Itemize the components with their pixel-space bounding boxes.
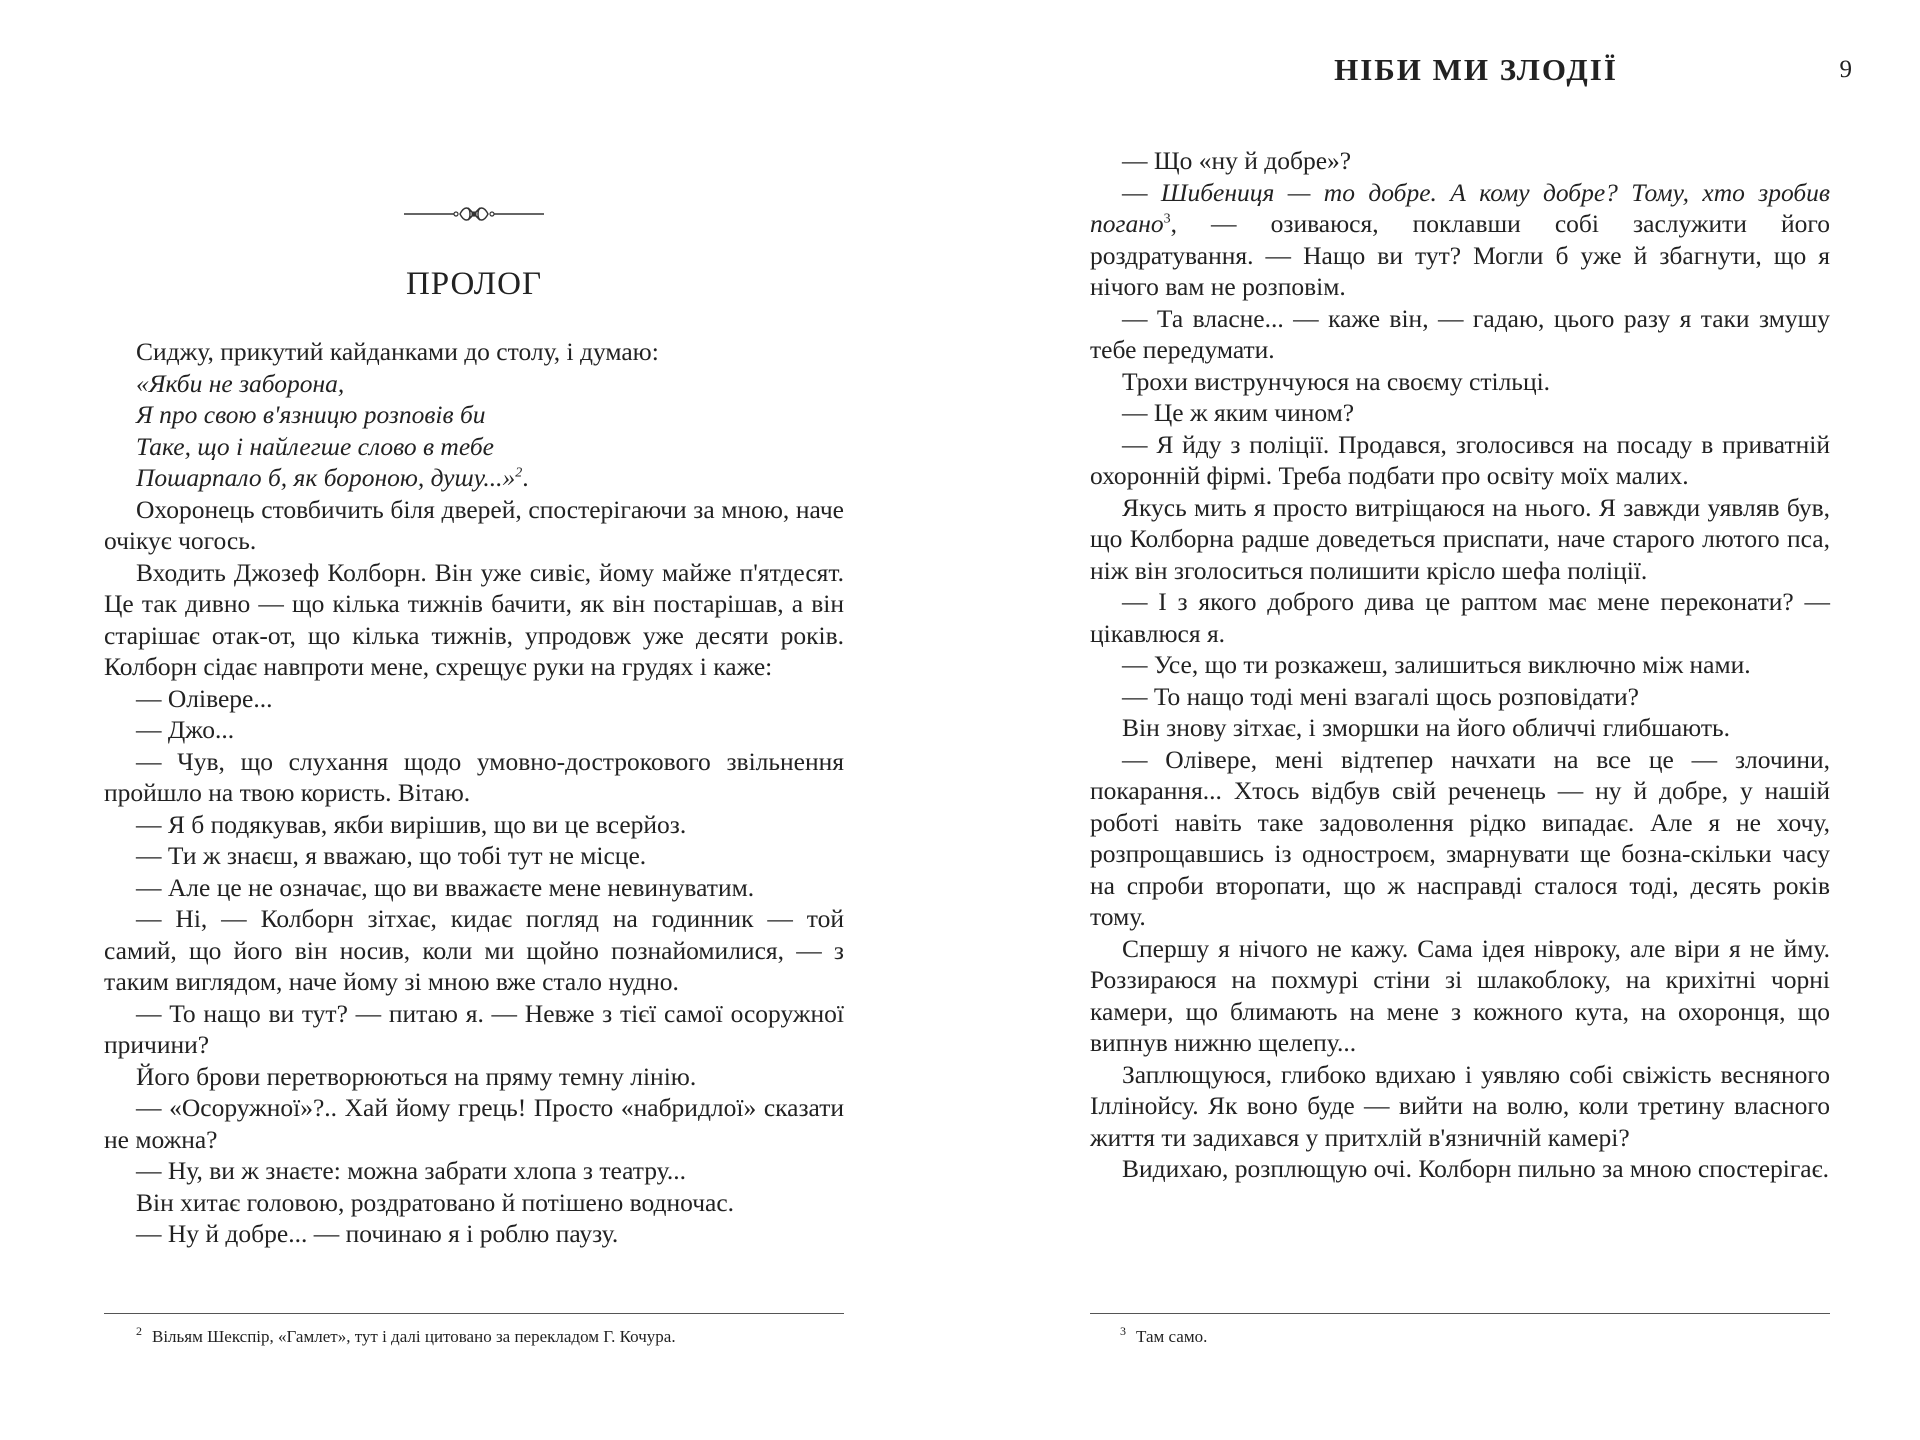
paragraph: Входить Джозеф Колборн. Він уже сивіє, йому майже п'ятдесят. Це так дивно — що кілька тижнів бачити, як він постарішав, а він старішає отак-от, що кілька тижнів, упродовж уже десяти років. Колборн сідає навпроти мене, схрещує руки на грудях і каже: <box>104 557 844 681</box>
left-body-text <box>104 336 844 1250</box>
verse-line-text: Пошарпало б, як бороною, душу...» <box>136 463 516 492</box>
running-head-title: НІБИ МИ ЗЛОДІЇ <box>1334 52 1618 87</box>
right-body-text <box>1090 145 1830 1185</box>
paragraph: — Ні, — Колборн зітхає, кидає погляд на годинник — той самий, що його він носив, коли ми щойно познайомилися, — з таким виглядом, наче йому зі мною вже стало нудно. <box>104 904 844 996</box>
paragraph: — І з якого доброго дива це раптом має мене переконати? — цікавлюся я. <box>1090 587 1830 648</box>
paragraph: — Ти ж знаєш, я вважаю, що тобі тут не місце. <box>136 841 647 870</box>
paragraph: Він знову зітхає, і зморшки на його обличчі глибшають. <box>1122 713 1731 742</box>
right-page <box>960 0 1920 1440</box>
paragraph: — Джо... <box>136 715 235 744</box>
footnote-divider <box>104 1313 844 1314</box>
paragraph: — Олівере... <box>136 683 273 713</box>
footnote-mark: 2 <box>136 1324 142 1339</box>
paragraph: — Що «ну й добре»? <box>1122 146 1352 175</box>
verse-line: Я про свою в'язницю розповів би <box>136 400 486 429</box>
paragraph: — Чув, що слухання щодо умовно-дострокового звільнення пройшло на твою користь. Вітаю. <box>104 746 844 807</box>
dialogue-dash: — <box>1122 177 1161 207</box>
paragraph: — Усе, що ти розкажеш, залишиться виключно між нами. <box>1122 650 1751 679</box>
footnote-reference: 3 <box>1163 211 1171 227</box>
paragraph: — Ну й добре... — починаю я і роблю паузу. <box>136 1219 619 1248</box>
paragraph: — Ну, ви ж знаєте: можна забрати хлопа з театру... <box>136 1156 686 1185</box>
paragraph: Видихаю, розплющую очі. Колборн пильно за мною спостерігає. <box>1122 1154 1829 1183</box>
verse-line: Таке, що і найлегше слово в тебе <box>136 431 494 461</box>
paragraph: — Я б подякував, якби вирішив, що ви це всерйоз. <box>136 809 687 839</box>
footnote <box>136 1322 676 1352</box>
footnote-text: Вільям Шекспір, «Гамлет», тут і далі цитовано за перекладом Г. Кочура. <box>152 1327 676 1346</box>
verse-line <box>104 462 844 494</box>
verse-line: «Якби не заборона, <box>136 368 345 398</box>
paragraph <box>1090 177 1830 303</box>
paragraph-continuation: , — озиваюся, поклавши собі заслужити його роздратування. — Нащо ви тут? Могли б уже й збагнути, що я нічого вам не розповім. <box>1090 209 1830 301</box>
footnote-text: Там само. <box>1136 1327 1208 1346</box>
footnote-mark: 3 <box>1120 1324 1126 1339</box>
page-number: 9 <box>1839 56 1852 83</box>
verse-end-punctuation: . <box>522 463 529 492</box>
quoted-italic-text: Шибениця — то добре. А кому добре? Тому, хто зробив погано <box>1090 177 1830 238</box>
paragraph: — Олівере, мені відтепер начхати на все це — злочини, покарання... Хтось відбув свій реченець — ну й добре, у нашій роботі навіть таке задоволення рідко випадає. Але я не хочу, розпрощавшись із одностроєм, змарнувати ще бозна-скільки часу на спроби второпати, що ж насправді сталося тоді, десять років тому. <box>1090 744 1830 931</box>
paragraph: — То нащо тоді мені взагалі щось розповідати? <box>1122 681 1639 711</box>
paragraph: Якусь мить я просто витріщаюся на нього. Я завжди уявляв був, що Колборна радше доведеться приспати, наче старого лютого пса, ніж він зголоситься полишити крісло шефа поліції. <box>1090 492 1830 585</box>
running-head <box>960 48 1920 92</box>
paragraph: — Та власне... — каже він, — гадаю, цього разу я таки змушу тебе передумати. <box>1090 303 1830 364</box>
paragraph: Сиджу, прикутий кайданками до столу, і думаю: <box>136 337 659 366</box>
paragraph: — «Осоружної»?.. Хай йому грець! Просто «набридлої» сказати не можна? <box>104 1093 844 1154</box>
paragraph: — То нащо ви тут? — питаю я. — Невже з тієї самої осоружної причини? <box>104 998 844 1059</box>
paragraph: Він хитає головою, роздратовано й потішено водночас. <box>136 1187 735 1217</box>
paragraph: Спершу я нічого не кажу. Сама ідея нівроку, але віри я не йму. Роззираюся на похмурі стіни зі шлакоблоку, на крихітні чорні камери, що блимають на мене з кожного кута, на охоронця, що випнув нижню щелепу... <box>1090 933 1830 1057</box>
chapter-title: ПРОЛОГ <box>405 266 543 302</box>
footnote-divider <box>1090 1313 1830 1314</box>
paragraph: Охоронець стовбичить біля дверей, спостерігаючи за мною, наче очікує чогось. <box>104 494 844 555</box>
paragraph: Його брови перетворюються на пряму темну лінію. <box>136 1061 697 1091</box>
footnote <box>1120 1322 1207 1352</box>
footnote-reference: 2 <box>515 465 523 481</box>
paragraph: — Я йду з поліції. Продався, зголосився на посаду в приватній охоронній фірмі. Треба подбати про освіту моїх малих. <box>1090 429 1830 490</box>
ornament-fleuron <box>404 200 544 228</box>
paragraph: — Це ж яким чином? <box>1122 398 1355 427</box>
paragraph: — Але це не означає, що ви вважаєте мене невинуватим. <box>136 872 755 902</box>
paragraph: Заплющуюся, глибоко вдихаю і уявляю собі свіжість весняного Іллінойсу. Як воно буде — вийти на волю, коли третину власного життя ти задихався у притхлій в'язничній камері? <box>1090 1059 1830 1152</box>
paragraph: Трохи виструнчуюся на своєму стільці. <box>1122 366 1551 396</box>
